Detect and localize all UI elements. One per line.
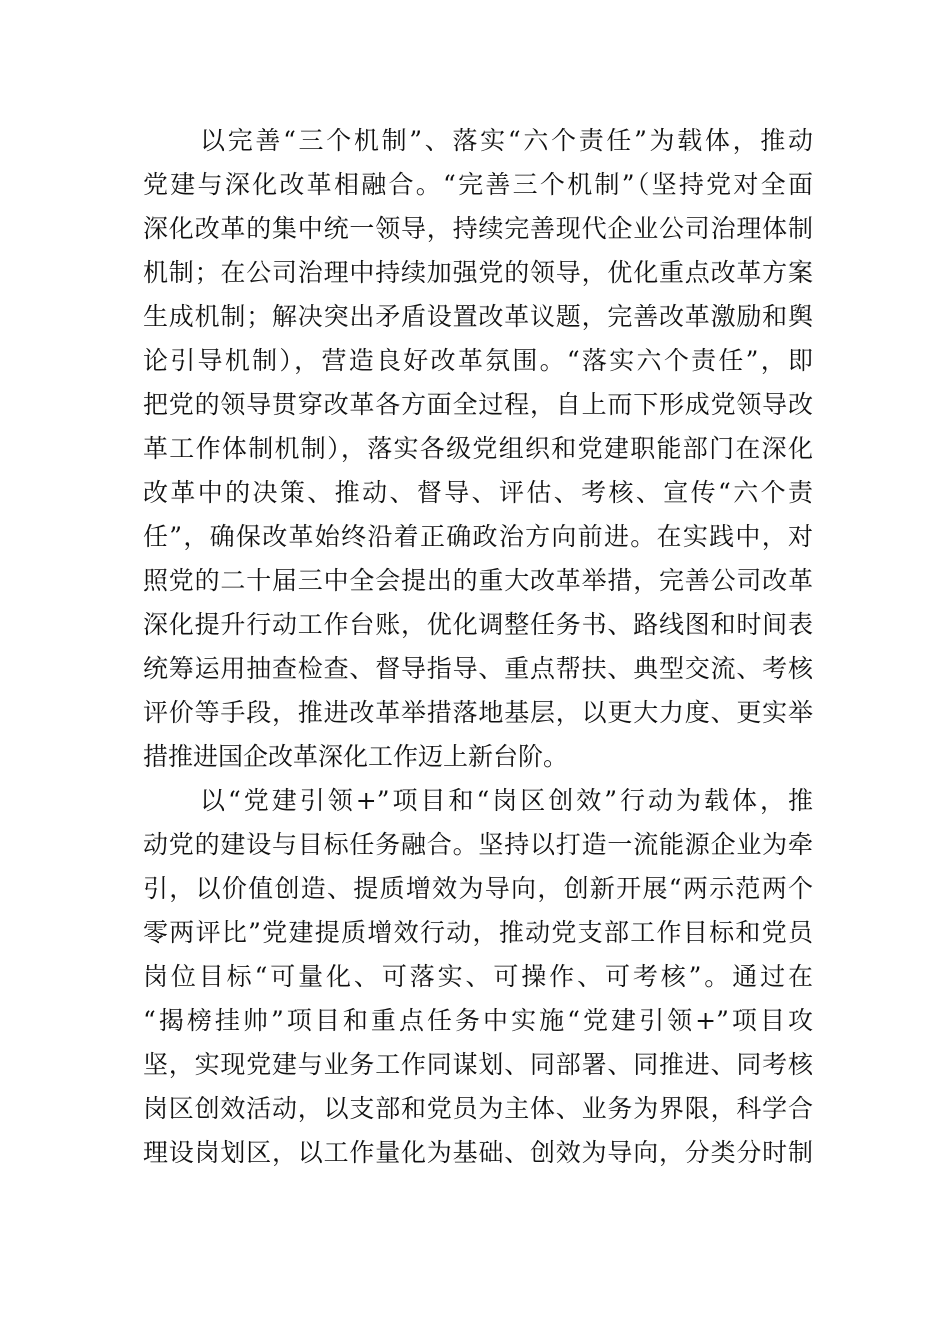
text-line: 动党的建设与目标任务融合。坚持以打造一流能源企业为牵 [143, 830, 813, 859]
text-line: 岗区创效活动，以支部和党员为主体、业务为界限，科学合 [143, 1094, 813, 1123]
text-line: 把党的领导贯穿改革各方面全过程，自上而下形成党领导改 [143, 390, 813, 419]
text-line: 机制；在公司治理中持续加强党的领导，优化重点改革方案 [143, 258, 813, 287]
text-line: 革工作体制机制），落实各级党组织和党建职能部门在深化 [143, 434, 813, 463]
text-line: 零两评比”党建提质增效行动，推动党支部工作目标和党员 [143, 918, 813, 947]
text-line: 措推进国企改革深化工作迈上新台阶。 [143, 742, 569, 771]
text-line: 以完善“三个机制”、落实“六个责任”为载体，推动 [200, 126, 813, 155]
text-line: 任”，确保改革始终沿着正确政治方向前进。在实践中，对 [143, 522, 813, 551]
text-line: 岗位目标“可量化、可落实、可操作、可考核”。通过在 [143, 962, 813, 991]
text-line: 以“党建引领+”项目和“岗区创效”行动为载体，推 [200, 786, 813, 815]
text-line: 统筹运用抽查检查、督导指导、重点帮扶、典型交流、考核 [143, 654, 813, 683]
text-line: 照党的二十届三中全会提出的重大改革举措，完善公司改革 [143, 566, 813, 595]
text-line: 理设岗划区，以工作量化为基础、创效为导向，分类分时制 [143, 1138, 813, 1167]
text-line: 生成机制；解决突出矛盾设置改革议题，完善改革激励和舆 [143, 302, 813, 331]
text-line: 坚，实现党建与业务工作同谋划、同部署、同推进、同考核 [143, 1050, 813, 1079]
text-line: 深化改革的集中统一领导，持续完善现代企业公司治理体制 [143, 214, 813, 243]
text-line: 评价等手段，推进改革举措落地基层，以更大力度、更实举 [143, 698, 813, 727]
text-line: 引，以价值创造、提质增效为导向，创新开展“两示范两个 [143, 874, 813, 903]
text-line: 改革中的决策、推动、督导、评估、考核、宣传“六个责 [143, 478, 813, 507]
text-line: “揭榜挂帅”项目和重点任务中实施“党建引领+”项目攻 [143, 1006, 813, 1035]
text-line: 深化提升行动工作台账，优化调整任务书、路线图和时间表 [143, 610, 813, 639]
text-line: 论引导机制），营造良好改革氛围。“落实六个责任”，即 [143, 346, 813, 375]
text-line: 党建与深化改革相融合。“完善三个机制”（坚持党对全面 [143, 170, 813, 199]
